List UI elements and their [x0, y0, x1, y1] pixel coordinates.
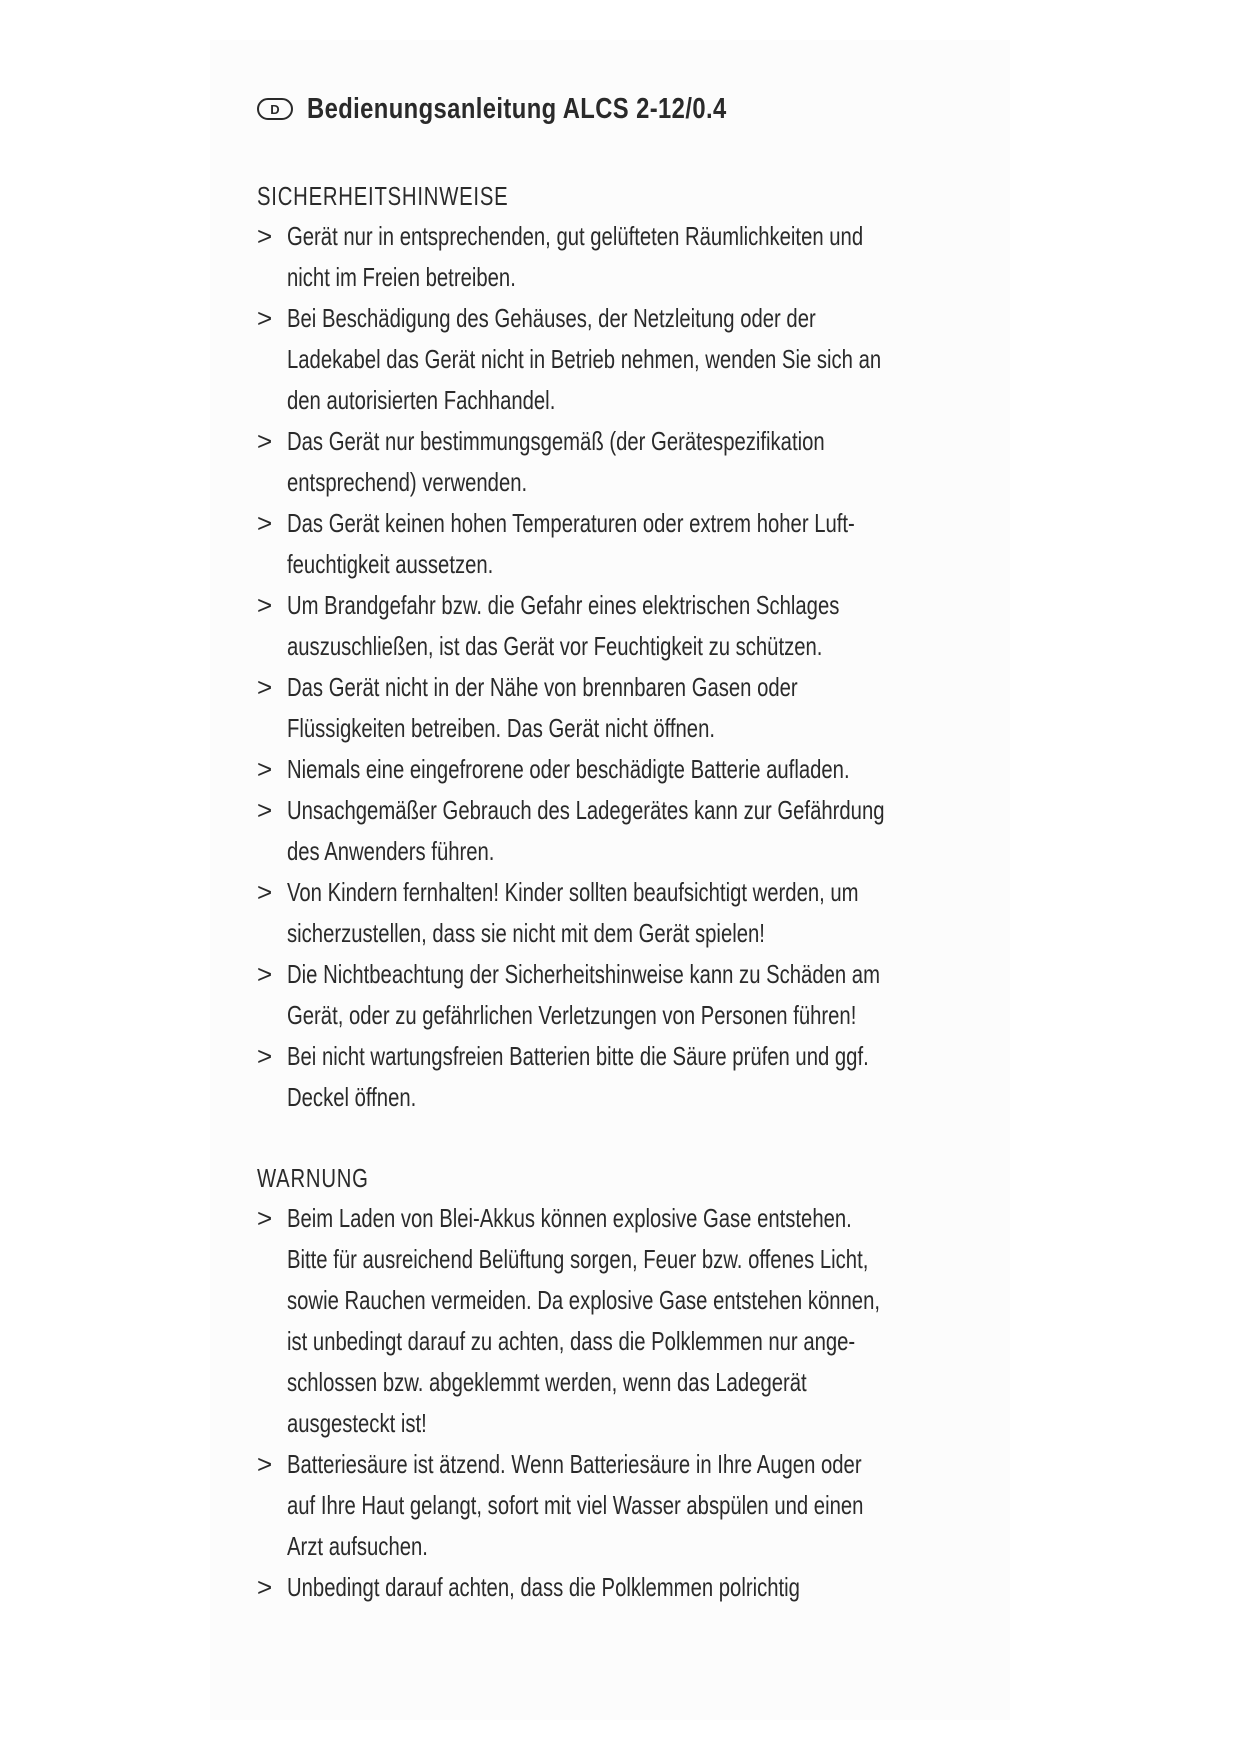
text-line: Beim Laden von Blei-Akkus können explosive Gase entstehen. — [287, 1203, 852, 1233]
safety-item-text — [287, 421, 856, 503]
safety-item — [257, 1036, 1017, 1118]
bullet-marker: > — [257, 877, 273, 907]
text-line: Deckel öffnen. — [287, 1082, 417, 1112]
text-line: Batteriesäure ist ätzend. Wenn Batteriesäure in Ihre Augen oder — [287, 1449, 862, 1479]
safety-item-text — [287, 954, 880, 1036]
title-row — [257, 86, 1017, 132]
text-line: Gerät nur in entsprechenden, gut gelüfteten Räumlichkeiten und — [287, 221, 864, 251]
safety-item — [257, 503, 1017, 585]
manual-content — [257, 86, 1017, 1608]
text-line: Bei nicht wartungsfreien Batterien bitte die Säure prüfen und ggf. — [287, 1041, 869, 1071]
safety-item — [257, 667, 1017, 749]
bullet-marker: > — [257, 508, 273, 538]
safety-item — [257, 585, 1017, 667]
safety-item — [257, 216, 1017, 298]
warning-item-text — [287, 1198, 880, 1444]
warning-item — [257, 1567, 1017, 1608]
bullet-marker: > — [257, 754, 273, 784]
text-line: Arzt aufsuchen. — [287, 1531, 428, 1561]
safety-section — [257, 176, 1017, 1118]
safety-item — [257, 954, 1017, 1036]
safety-item — [257, 790, 1017, 872]
text-line: Gerät, oder zu gefährlichen Verletzungen von Personen führen! — [287, 1000, 857, 1030]
warning-item — [257, 1444, 1017, 1567]
bullet-marker: > — [257, 590, 273, 620]
text-line: des Anwenders führen. — [287, 836, 495, 866]
safety-item-text — [287, 503, 856, 585]
bullet-marker: > — [257, 672, 273, 702]
text-line: schlossen bzw. abgeklemmt werden, wenn das Ladegerät — [287, 1367, 807, 1397]
safety-item-text — [287, 298, 881, 421]
text-line: Das Gerät nicht in der Nähe von brennbaren Gasen oder — [287, 672, 798, 702]
safety-item-text — [287, 749, 856, 790]
bullet-marker: > — [257, 1572, 273, 1602]
text-line: Niemals eine eingefrorene oder beschädigte Batterie aufladen. — [287, 754, 850, 784]
bullet-marker: > — [257, 426, 273, 456]
safety-item-text — [287, 790, 885, 872]
bullet-marker: > — [257, 795, 273, 825]
safety-item-text — [287, 1036, 869, 1118]
text-line: Die Nichtbeachtung der Sicherheitshinweise kann zu Schäden am — [287, 959, 880, 989]
safety-item — [257, 298, 1017, 421]
safety-heading: SICHERHEITSHINWEISE — [257, 181, 509, 211]
safety-item-text — [287, 216, 863, 298]
text-line: entsprechend) verwenden. — [287, 467, 528, 497]
text-line: Das Gerät nur bestimmungsgemäß (der Gerätespezifikation — [287, 426, 825, 456]
text-line: Von Kindern fernhalten! Kinder sollten beaufsichtigt werden, um — [287, 877, 859, 907]
text-line: Um Brandgefahr bzw. die Gefahr eines elektrischen Schlages — [287, 590, 840, 620]
bullet-marker: > — [257, 1041, 273, 1071]
text-line: sowie Rauchen vermeiden. Da explosive Gase entstehen können, — [287, 1285, 880, 1315]
text-line: Bei Beschädigung des Gehäuses, der Netzleitung oder der — [287, 303, 816, 333]
bullet-marker: > — [257, 221, 273, 251]
bullet-marker: > — [257, 303, 273, 333]
safety-list — [257, 216, 1017, 1118]
language-badge: D — [257, 98, 293, 120]
safety-item-text — [287, 872, 859, 954]
text-line: feuchtigkeit aussetzen. — [287, 549, 494, 579]
warning-item — [257, 1198, 1017, 1444]
warning-section — [257, 1158, 1017, 1608]
text-line: Flüssigkeiten betreiben. Das Gerät nicht öffnen. — [287, 713, 716, 743]
page-title: Bedienungsanleitung ALCS 2-12/0.4 — [307, 92, 727, 125]
text-line: Das Gerät keinen hohen Temperaturen oder extrem hoher Luft- — [287, 508, 855, 538]
safety-item — [257, 421, 1017, 503]
bullet-marker: > — [257, 959, 273, 989]
text-line: den autorisierten Fachhandel. — [287, 385, 556, 415]
bullet-marker: > — [257, 1449, 273, 1479]
text-line: Unbedingt darauf achten, dass die Polklemmen polrichtig — [287, 1572, 800, 1602]
warning-item-text — [287, 1444, 863, 1567]
bullet-marker: > — [257, 1203, 273, 1233]
safety-item-text — [287, 585, 856, 667]
safety-item — [257, 872, 1017, 954]
text-line: auf Ihre Haut gelangt, sofort mit viel Wasser abspülen und einen — [287, 1490, 864, 1520]
warning-item-text — [287, 1567, 856, 1608]
warning-heading: WARNUNG — [257, 1163, 369, 1193]
warning-list — [257, 1198, 1017, 1608]
text-line: nicht im Freien betreiben. — [287, 262, 516, 292]
safety-item-text — [287, 667, 856, 749]
text-line: ausgesteckt ist! — [287, 1408, 427, 1438]
text-line: sicherzustellen, dass sie nicht mit dem Gerät spielen! — [287, 918, 765, 948]
text-line: auszuschließen, ist das Gerät vor Feuchtigkeit zu schützen. — [287, 631, 823, 661]
text-line: ist unbedingt darauf zu achten, dass die Polklemmen nur ange- — [287, 1326, 856, 1356]
text-line: Unsachgemäßer Gebrauch des Ladegerätes kann zur Gefährdung — [287, 795, 885, 825]
safety-item — [257, 749, 1017, 790]
text-line: Ladekabel das Gerät nicht in Betrieb nehmen, wenden Sie sich an — [287, 344, 882, 374]
text-line: Bitte für ausreichend Belüftung sorgen, Feuer bzw. offenes Licht, — [287, 1244, 869, 1274]
